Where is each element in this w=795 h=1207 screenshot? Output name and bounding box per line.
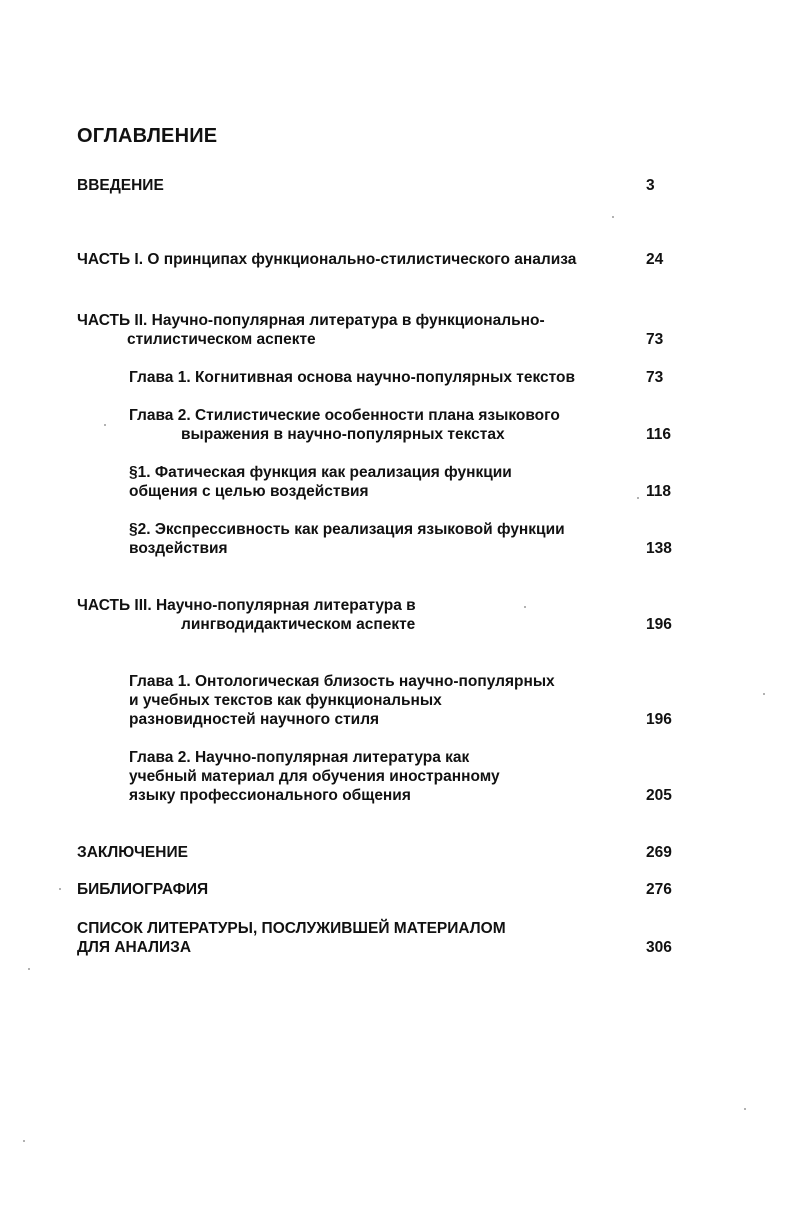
toc-page-number: 116: [646, 426, 672, 443]
scan-speck: [612, 216, 614, 218]
toc-entry-text: ДЛЯ АНАЛИЗА: [77, 939, 192, 956]
scan-speck: [637, 497, 639, 499]
toc-entry-part-2-chapter-2: [129, 406, 560, 444]
toc-entry-part-2-chapter-1: [129, 368, 575, 387]
toc-entry-text: Глава 1. Когнитивная основа научно-популярных текстов: [129, 369, 576, 386]
toc-entry-sources: [77, 919, 506, 957]
toc-page-number: 205: [646, 787, 672, 804]
toc-entry-text: ЧАСТЬ I. О принципах функционально-стилистического анализа: [77, 251, 577, 268]
toc-entry-text: §2. Экспрессивность как реализация языковой функции: [129, 521, 565, 538]
toc-entry-conclusion: [77, 843, 188, 862]
toc-entry-text: воздействия: [129, 540, 228, 557]
toc-page-number: 138: [646, 540, 672, 557]
toc-page-number: 24: [646, 251, 664, 268]
toc-entry-section-1: [129, 463, 512, 501]
toc-entry-text: ЗАКЛЮЧЕНИЕ: [77, 844, 188, 861]
toc-entry-text: разновидностей научного стиля: [129, 711, 380, 728]
scan-speck: [524, 606, 526, 608]
scan-speck: [104, 424, 106, 426]
toc-entry-text: и учебных текстов как функциональных: [129, 692, 442, 709]
scan-speck: [744, 1108, 746, 1110]
toc-entry-part-3-chapter-1: [129, 672, 555, 729]
toc-page-number: 73: [646, 331, 664, 348]
toc-entry-text: ЧАСТЬ III. Научно-популярная литература в: [77, 597, 416, 614]
toc-page-number: 276: [646, 881, 672, 898]
toc-entry-part-2: [77, 311, 545, 349]
scan-speck: [28, 968, 30, 970]
toc-entry-text: §1. Фатическая функция как реализация функции: [129, 464, 512, 481]
toc-entry-introduction: [77, 176, 164, 195]
toc-entry-text: языку профессионального общения: [129, 787, 411, 804]
scan-speck: [23, 1140, 25, 1142]
toc-entry-bibliography: [77, 880, 208, 899]
toc-entry-text: выражения в научно-популярных текстах: [181, 426, 505, 443]
toc-entry-text: ВВЕДЕНИЕ: [77, 177, 164, 194]
toc-page-number: 196: [646, 711, 672, 728]
toc-page-number: 3: [646, 177, 655, 194]
toc-entry-text: общения с целью воздействия: [129, 483, 369, 500]
toc-entry-text: Глава 2. Стилистические особенности плана языкового: [129, 407, 560, 424]
toc-entry-text: СПИСОК ЛИТЕРАТУРЫ, ПОСЛУЖИВШЕЙ МАТЕРИАЛОМ: [77, 920, 506, 937]
toc-page-number: 196: [646, 616, 672, 633]
toc-entry-part-3: [77, 596, 416, 634]
toc-entry-text: учебный материал для обучения иностранному: [129, 768, 500, 785]
scan-speck: [59, 888, 61, 890]
toc-entry-part-3-chapter-2: [129, 748, 500, 805]
toc-entry-text: БИБЛИОГРАФИЯ: [77, 881, 209, 898]
toc-page-number: 118: [646, 483, 672, 500]
scan-speck: [763, 693, 765, 695]
toc-page-number: 269: [646, 844, 672, 861]
toc-entry-text: Глава 2. Научно-популярная литература как: [129, 749, 470, 766]
toc-entry-text: лингводидактическом аспекте: [181, 616, 416, 633]
toc-entry-section-2: [129, 520, 565, 558]
toc-page-number: 306: [646, 939, 672, 956]
toc-entry-text: стилистическом аспекте: [127, 331, 316, 348]
page-title: ОГЛАВЛЕНИЕ: [77, 125, 218, 147]
toc-entry-part-1: [77, 250, 576, 269]
toc-entry-text: ЧАСТЬ II. Научно-популярная литература в функционально-: [77, 312, 545, 329]
toc-page-number: 73: [646, 369, 664, 386]
toc-entry-text: Глава 1. Онтологическая близость научно-популярных: [129, 673, 555, 690]
